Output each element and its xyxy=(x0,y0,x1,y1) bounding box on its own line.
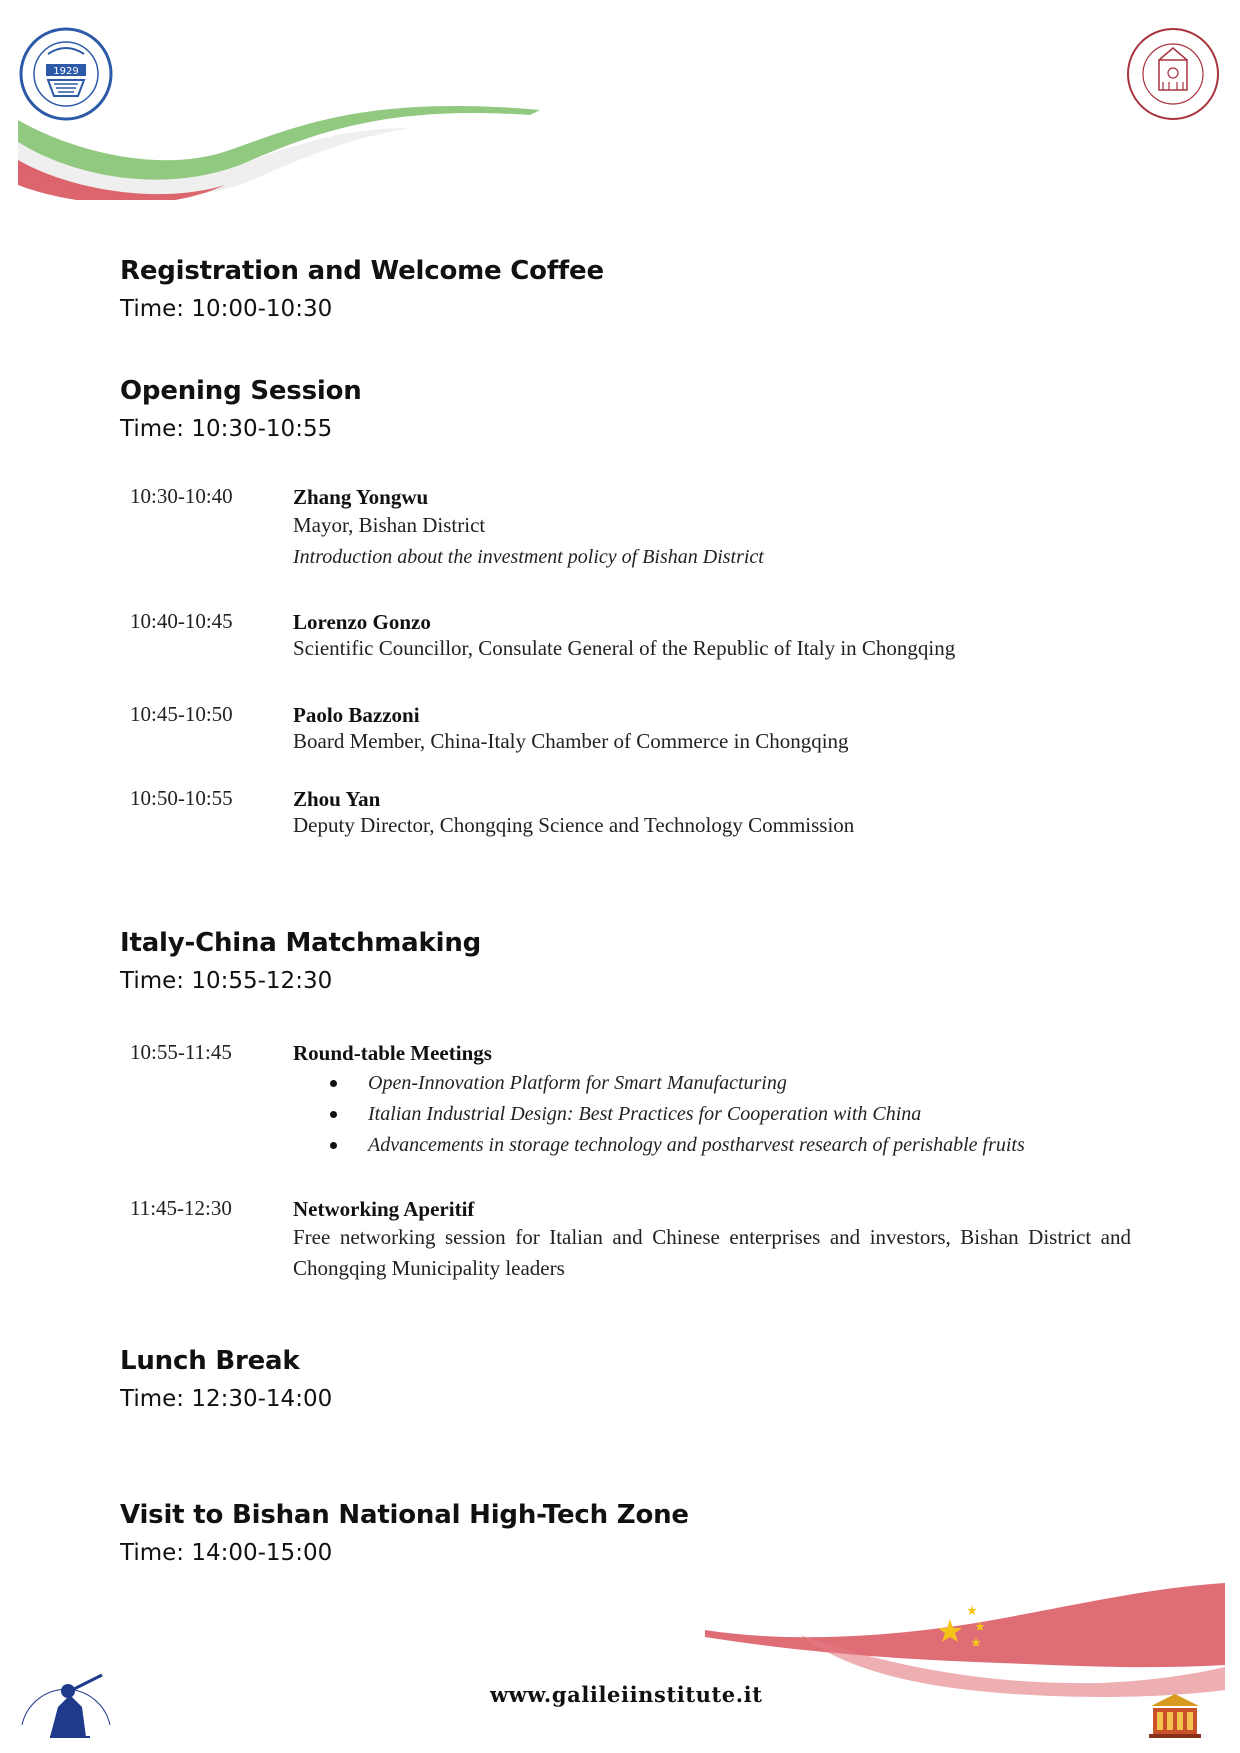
slot-time: 11:45-12:30 xyxy=(130,1196,232,1220)
logo-year: 1929 xyxy=(53,66,79,77)
section-title: Italy-China Matchmaking xyxy=(120,928,482,958)
section-time: Time: 10:55-12:30 xyxy=(120,968,333,994)
list-item xyxy=(293,1099,1131,1130)
bullet-text: Open-Innovation Platform for Smart Manufacturing xyxy=(368,1072,787,1094)
slot-time: 10:55-11:45 xyxy=(130,1040,232,1064)
bullet-list xyxy=(293,1068,1131,1161)
bullet-text: Italian Industrial Design: Best Practices for Cooperation with China xyxy=(368,1103,922,1125)
talk-topic: Introduction about the investment policy of Bishan District xyxy=(293,546,764,568)
chinese-flag-ribbon xyxy=(700,1575,1230,1705)
slot-time: 10:45-10:50 xyxy=(130,702,233,726)
italian-flag-ribbon xyxy=(10,80,550,200)
speaker-name: Zhou Yan xyxy=(293,787,381,811)
speaker-role: Mayor, Bishan District xyxy=(293,513,486,537)
speaker-name: Paolo Bazzoni xyxy=(293,703,420,727)
bullet-text: Advancements in storage technology and postharvest research of perishable fruits xyxy=(368,1134,1025,1156)
galileo-galilei-institute-logo xyxy=(10,1655,120,1745)
speaker-role: Deputy Director, Chongqing Science and Technology Commission xyxy=(293,813,855,837)
section-title: Registration and Welcome Coffee xyxy=(120,256,604,286)
speaker-name: Lorenzo Gonzo xyxy=(293,610,431,634)
section-time: Time: 12:30-14:00 xyxy=(120,1386,333,1412)
star-icon xyxy=(967,1605,977,1615)
section-time: Time: 10:30-10:55 xyxy=(120,416,333,442)
slot-time: 10:40-10:45 xyxy=(130,609,233,633)
bullet-icon xyxy=(330,1111,337,1118)
section-title: Visit to Bishan National High-Tech Zone xyxy=(120,1500,689,1530)
speaker-name: Round-table Meetings xyxy=(293,1041,492,1065)
sant-anna-school-logo xyxy=(1125,26,1221,122)
speaker-role: Board Member, China-Italy Chamber of Commerce in Chongqing xyxy=(293,729,849,753)
section-title: Lunch Break xyxy=(120,1346,300,1376)
list-item xyxy=(293,1130,1131,1161)
building-emblem-icon xyxy=(1145,1688,1205,1740)
bullet-icon xyxy=(330,1080,337,1087)
speaker-name: Networking Aperitif xyxy=(293,1197,475,1221)
section-time: Time: 10:00-10:30 xyxy=(120,296,333,322)
slot-time: 10:30-10:40 xyxy=(130,484,233,508)
bullet-icon xyxy=(330,1142,337,1149)
list-item xyxy=(293,1068,1131,1099)
slot-time: 10:50-10:55 xyxy=(130,786,233,810)
speaker-role: Scientific Councillor, Consulate General of the Republic of Italy in Chongqing xyxy=(293,636,956,660)
speaker-role: Free networking session for Italian and Chinese enterprises and investors, Bishan District and Chongqing Municipality leaders xyxy=(293,1225,1131,1280)
website-url[interactable]: www.galileiinstitute.it xyxy=(490,1682,763,1707)
section-time: Time: 14:00-15:00 xyxy=(120,1540,333,1566)
section-title: Opening Session xyxy=(120,376,362,406)
speaker-name: Zhang Yongwu xyxy=(293,485,429,509)
